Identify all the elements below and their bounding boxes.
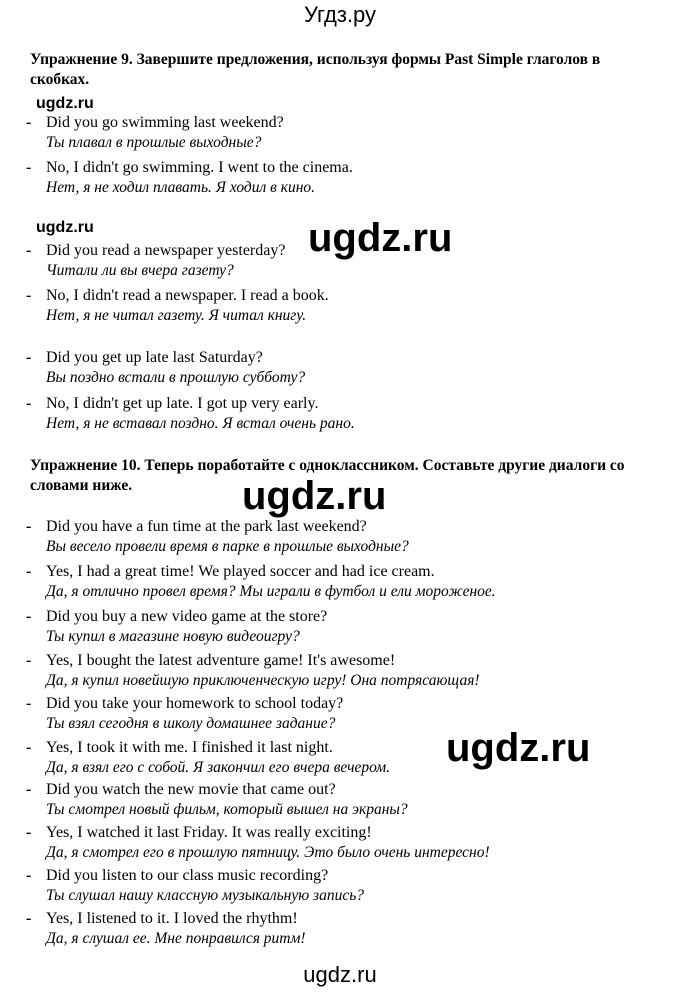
english-sentence: No, I didn't get up late. I got up very early.	[46, 395, 319, 412]
english-sentence: Did you take your homework to school today?	[46, 695, 344, 712]
watermark-small-1: ugdz.ru	[36, 95, 94, 112]
russian-translation: Да, я слушал ее. Мне понравился ритм!	[46, 930, 306, 947]
english-sentence: No, I didn't go swimming. I went to the cinema.	[46, 159, 353, 176]
watermark-small-2: ugdz.ru	[36, 219, 94, 236]
russian-translation: Читали ли вы вчера газету?	[46, 262, 234, 279]
russian-translation: Ты плавал в прошлые выходные?	[46, 134, 262, 151]
dash-marker: -	[26, 695, 32, 712]
dash-marker: -	[26, 563, 32, 580]
dash-marker: -	[26, 910, 32, 927]
russian-translation: Ты купил в магазине новую видеоигру?	[46, 628, 300, 645]
russian-translation: Да, я купил новейшую приключенческую игру! Она потрясающая!	[46, 672, 480, 689]
dash-marker: -	[26, 824, 32, 841]
site-header: Угдз.ру	[303, 2, 377, 27]
dash-marker: -	[26, 349, 32, 366]
russian-translation: Да, я отлично провел время? Мы играли в футбол и ели мороженое.	[46, 583, 496, 600]
russian-translation: Вы весело провели время в парке в прошлые выходные?	[46, 538, 409, 555]
english-sentence: Did you read a newspaper yesterday?	[46, 242, 286, 259]
russian-translation: Вы поздно встали в прошлую субботу?	[46, 369, 306, 386]
english-sentence: Did you get up late last Saturday?	[46, 349, 263, 366]
watermark-big-1: ugdz.ru	[308, 216, 453, 260]
english-sentence: Did you watch the new movie that came out?	[46, 781, 336, 798]
english-sentence: Yes, I took it with me. I finished it last night.	[46, 739, 333, 756]
dash-marker: -	[26, 867, 32, 884]
english-sentence: Yes, I listened to it. I loved the rhythm!	[46, 910, 298, 927]
dash-marker: -	[26, 781, 32, 798]
dash-marker: -	[26, 739, 32, 756]
dash-marker: -	[26, 159, 32, 176]
english-sentence: Yes, I had a great time! We played soccer and had ice cream.	[46, 563, 435, 580]
russian-translation: Да, я взял его с собой. Я закончил его вчера вечером.	[46, 759, 391, 776]
russian-translation: Ты взял сегодня в школу домашнее задание?	[46, 715, 336, 732]
watermark-big-3: ugdz.ru	[446, 726, 591, 770]
english-sentence: Did you go swimming last weekend?	[46, 114, 284, 131]
english-sentence: Yes, I bought the latest adventure game! It's awesome!	[46, 652, 396, 669]
english-sentence: Did you buy a new video game at the store?	[46, 608, 328, 625]
watermark-bottom: ugdz.ru	[303, 962, 377, 987]
dash-marker: -	[26, 608, 32, 625]
english-sentence: Did you have a fun time at the park last weekend?	[46, 518, 367, 535]
russian-translation: Да, я смотрел его в прошлую пятницу. Это было очень интересно!	[46, 844, 490, 861]
russian-translation: Нет, я не вставал поздно. Я встал очень рано.	[46, 415, 355, 432]
exercise-9-title: Упражнение 9. Завершите предложения, используя формы Past Simple глаголов в скобках.	[30, 51, 601, 88]
exercise-10-title: Упражнение 10. Теперь поработайте с одноклассником. Составьте другие диалоги со словами ниже.	[30, 457, 625, 494]
russian-translation: Нет, я не ходил плавать. Я ходил в кино.	[46, 179, 316, 196]
watermark-big-2: ugdz.ru	[242, 474, 387, 518]
dash-marker: -	[26, 242, 32, 259]
english-sentence: Yes, I watched it last Friday. It was really exciting!	[46, 824, 372, 841]
dash-marker: -	[26, 287, 32, 304]
russian-translation: Ты слушал нашу классную музыкальную запись?	[46, 887, 365, 904]
english-sentence: No, I didn't read a newspaper. I read a book.	[46, 287, 329, 304]
russian-translation: Ты смотрел новый фильм, который вышел на экраны?	[46, 801, 408, 818]
dash-marker: -	[26, 518, 32, 535]
dash-marker: -	[26, 652, 32, 669]
dash-marker: -	[26, 395, 32, 412]
english-sentence: Did you listen to our class music recording?	[46, 867, 329, 884]
russian-translation: Нет, я не читал газету. Я читал книгу.	[46, 307, 307, 324]
dash-marker: -	[26, 114, 32, 131]
